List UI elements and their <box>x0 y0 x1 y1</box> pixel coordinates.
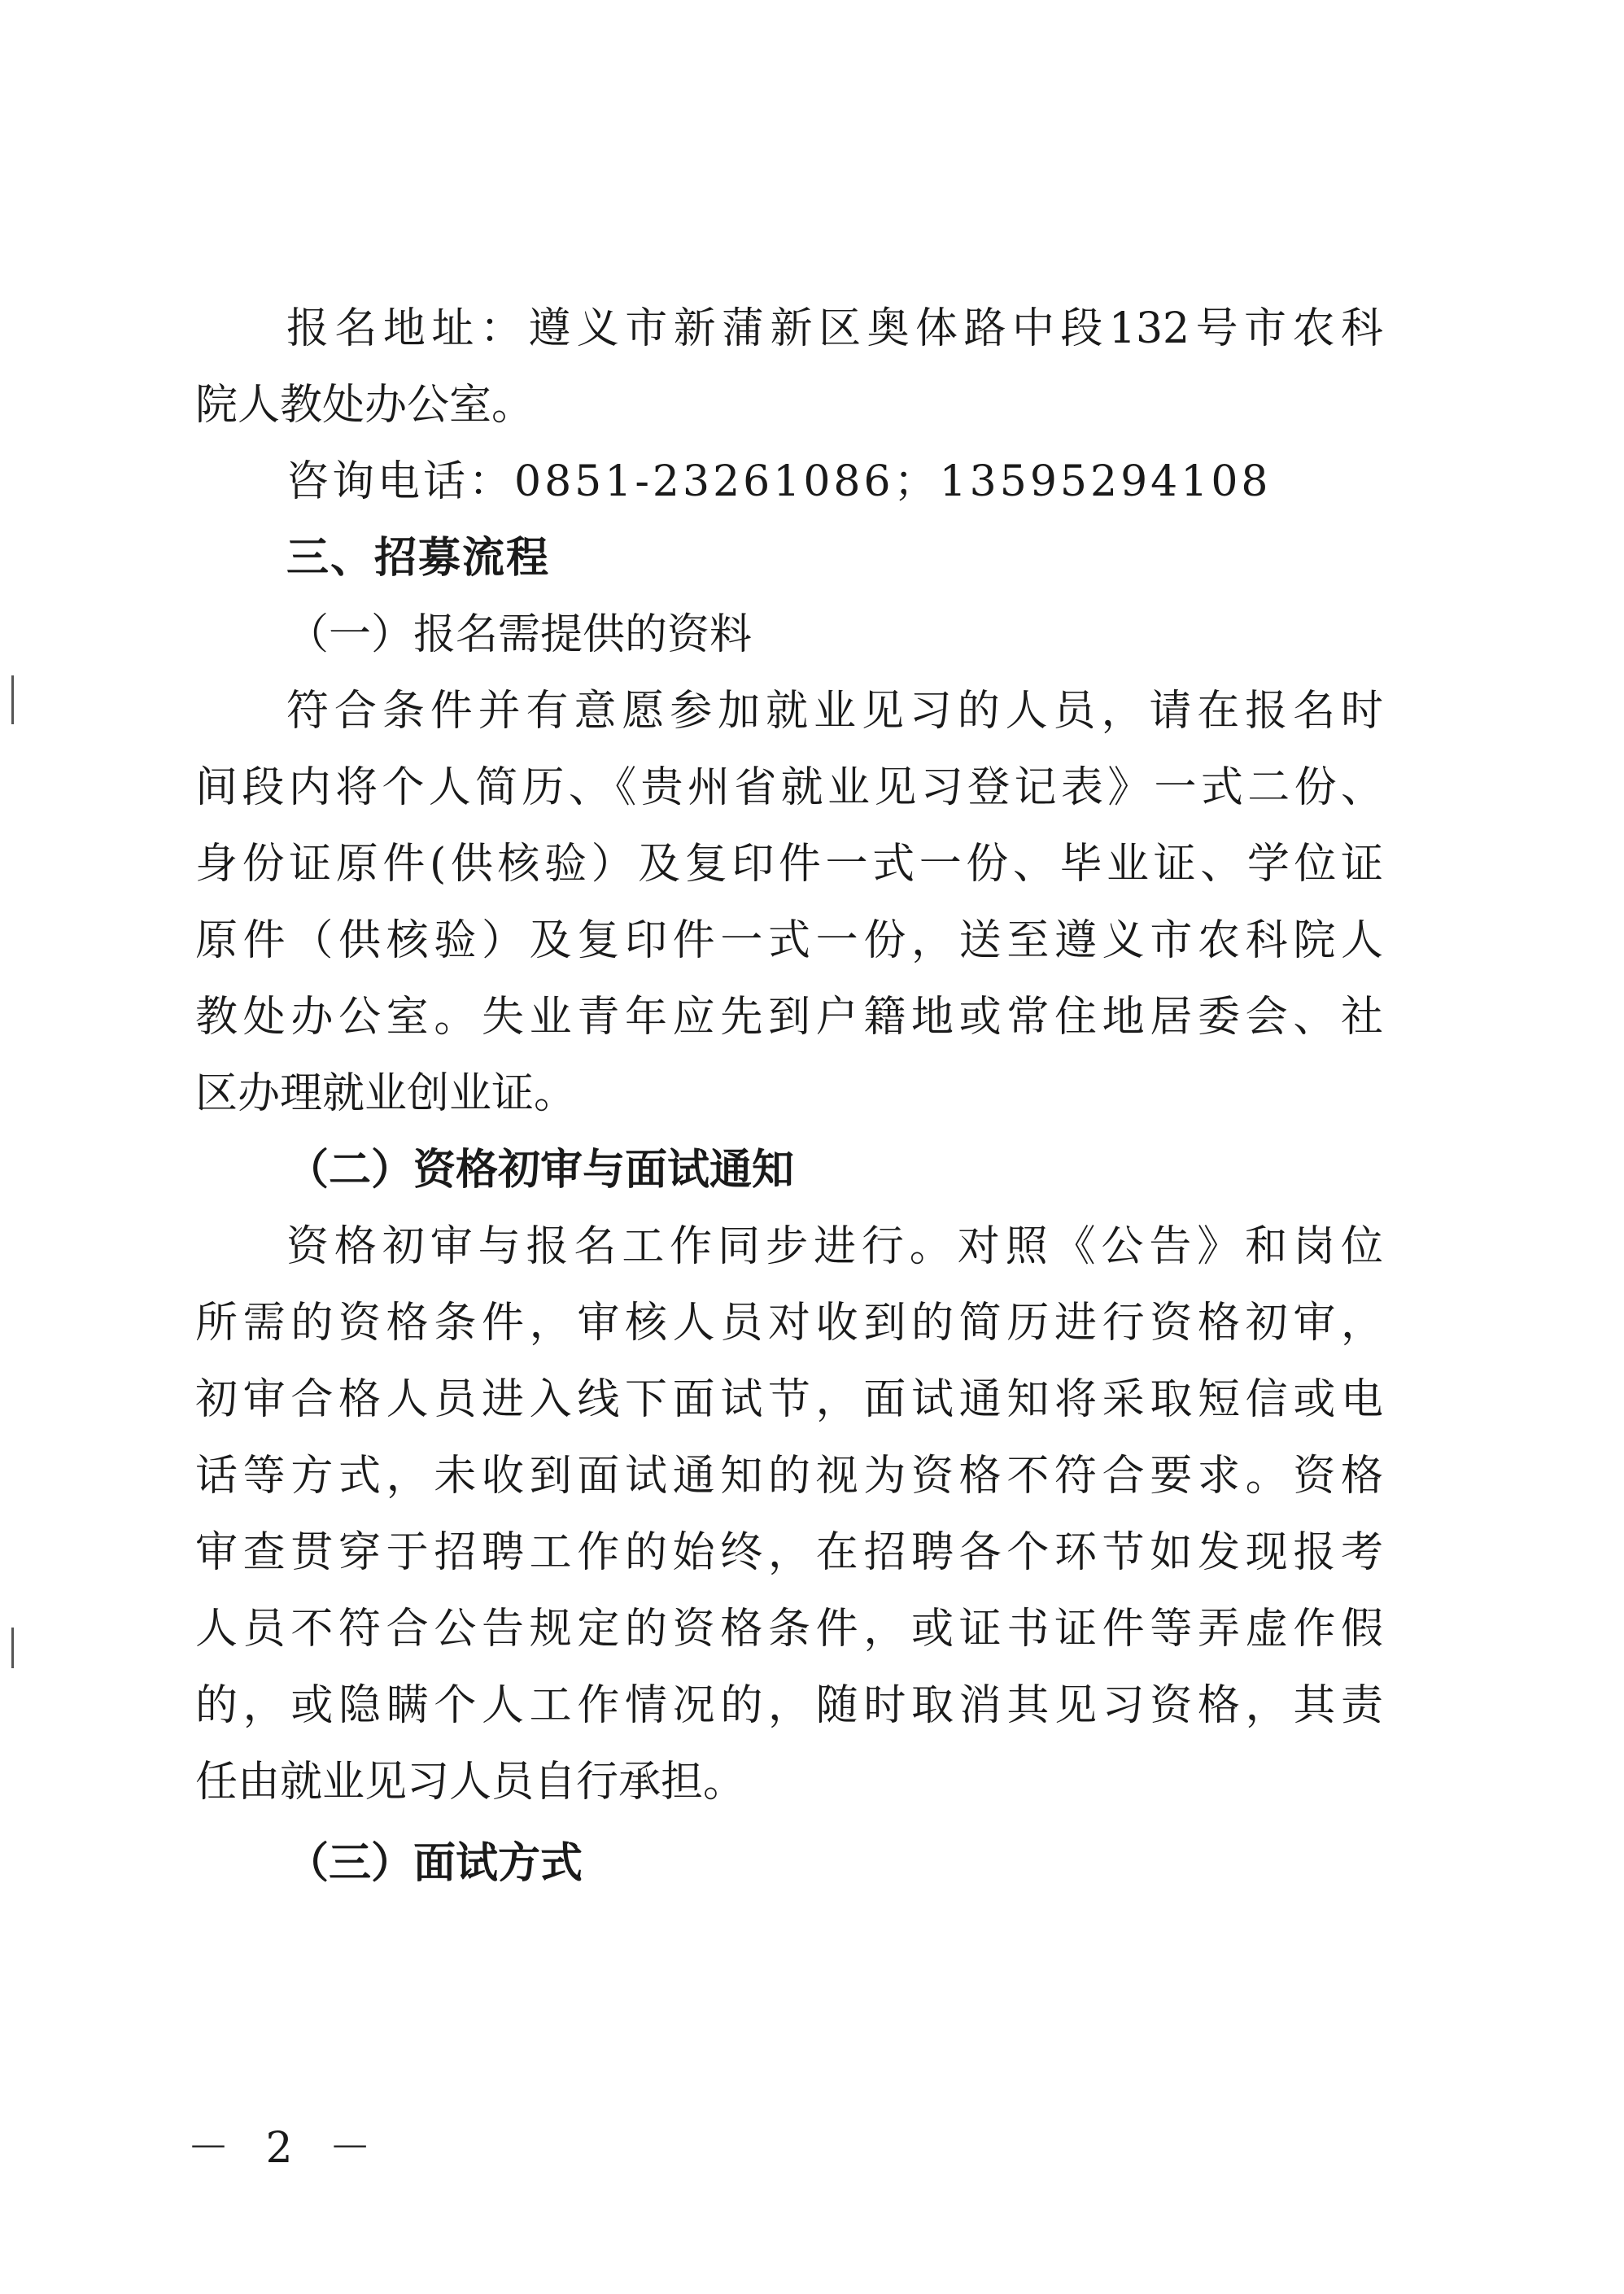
page-number: － 2 － <box>187 2124 383 2173</box>
subsection-heading: （三）面试方式 <box>286 1838 583 1888</box>
paragraph-line: 任由就业见习人员自行承担。 <box>195 1758 746 1807</box>
section-heading: 三、招募流程 <box>286 534 551 583</box>
paragraph-line: 符合条件并有意愿参加就业见习的人员，请在报名时 <box>286 687 1383 736</box>
paragraph-line: 间段内将个人简历、《贵州省就业见习登记表》一式二份、 <box>195 763 1383 812</box>
scan-edge-mark <box>11 1628 14 1668</box>
paragraph-line: 审查贯穿于招聘工作的始终，在招聘各个环节如发现报考 <box>195 1528 1383 1577</box>
paragraph-line: 所需的资格条件，审核人员对收到的简历进行资格初审， <box>195 1299 1383 1348</box>
subsection-heading: （二）资格初审与面试通知 <box>286 1145 795 1195</box>
paragraph-line: 资格初审与报名工作同步进行。对照《公告》和岗位 <box>286 1222 1383 1271</box>
scan-edge-mark <box>11 675 14 724</box>
phone-line: 咨询电话：0851-23261086；13595294108 <box>286 457 1272 506</box>
paragraph-line: 身份证原件(供核验）及复印件一式一份、毕业证、学位证 <box>195 840 1383 889</box>
paragraph-line: 教处办公室。失业青年应先到户籍地或常住地居委会、社 <box>195 993 1383 1042</box>
address-line: 报名地址：遵义市新蒲新区奥体路中段132号市农科 <box>286 304 1383 353</box>
paragraph-line: 区办理就业创业证。 <box>195 1069 577 1118</box>
subsection-heading: （一）报名需提供的资料 <box>286 610 753 659</box>
paragraph-line: 初审合格人员进入线下面试节，面试通知将采取短信或电 <box>195 1375 1383 1424</box>
paragraph-line: 话等方式，未收到面试通知的视为资格不符合要求。资格 <box>195 1452 1383 1501</box>
paragraph-line: 的，或隐瞒个人工作情况的，随时取消其见习资格，其责 <box>195 1681 1383 1730</box>
address-line-cont: 院人教处办公室。 <box>195 381 535 430</box>
paragraph-line: 人员不符合公告规定的资格条件，或证书证件等弄虚作假 <box>195 1605 1383 1654</box>
paragraph-line: 原件（供核验）及复印件一式一份，送至遵义市农科院人 <box>195 916 1383 965</box>
